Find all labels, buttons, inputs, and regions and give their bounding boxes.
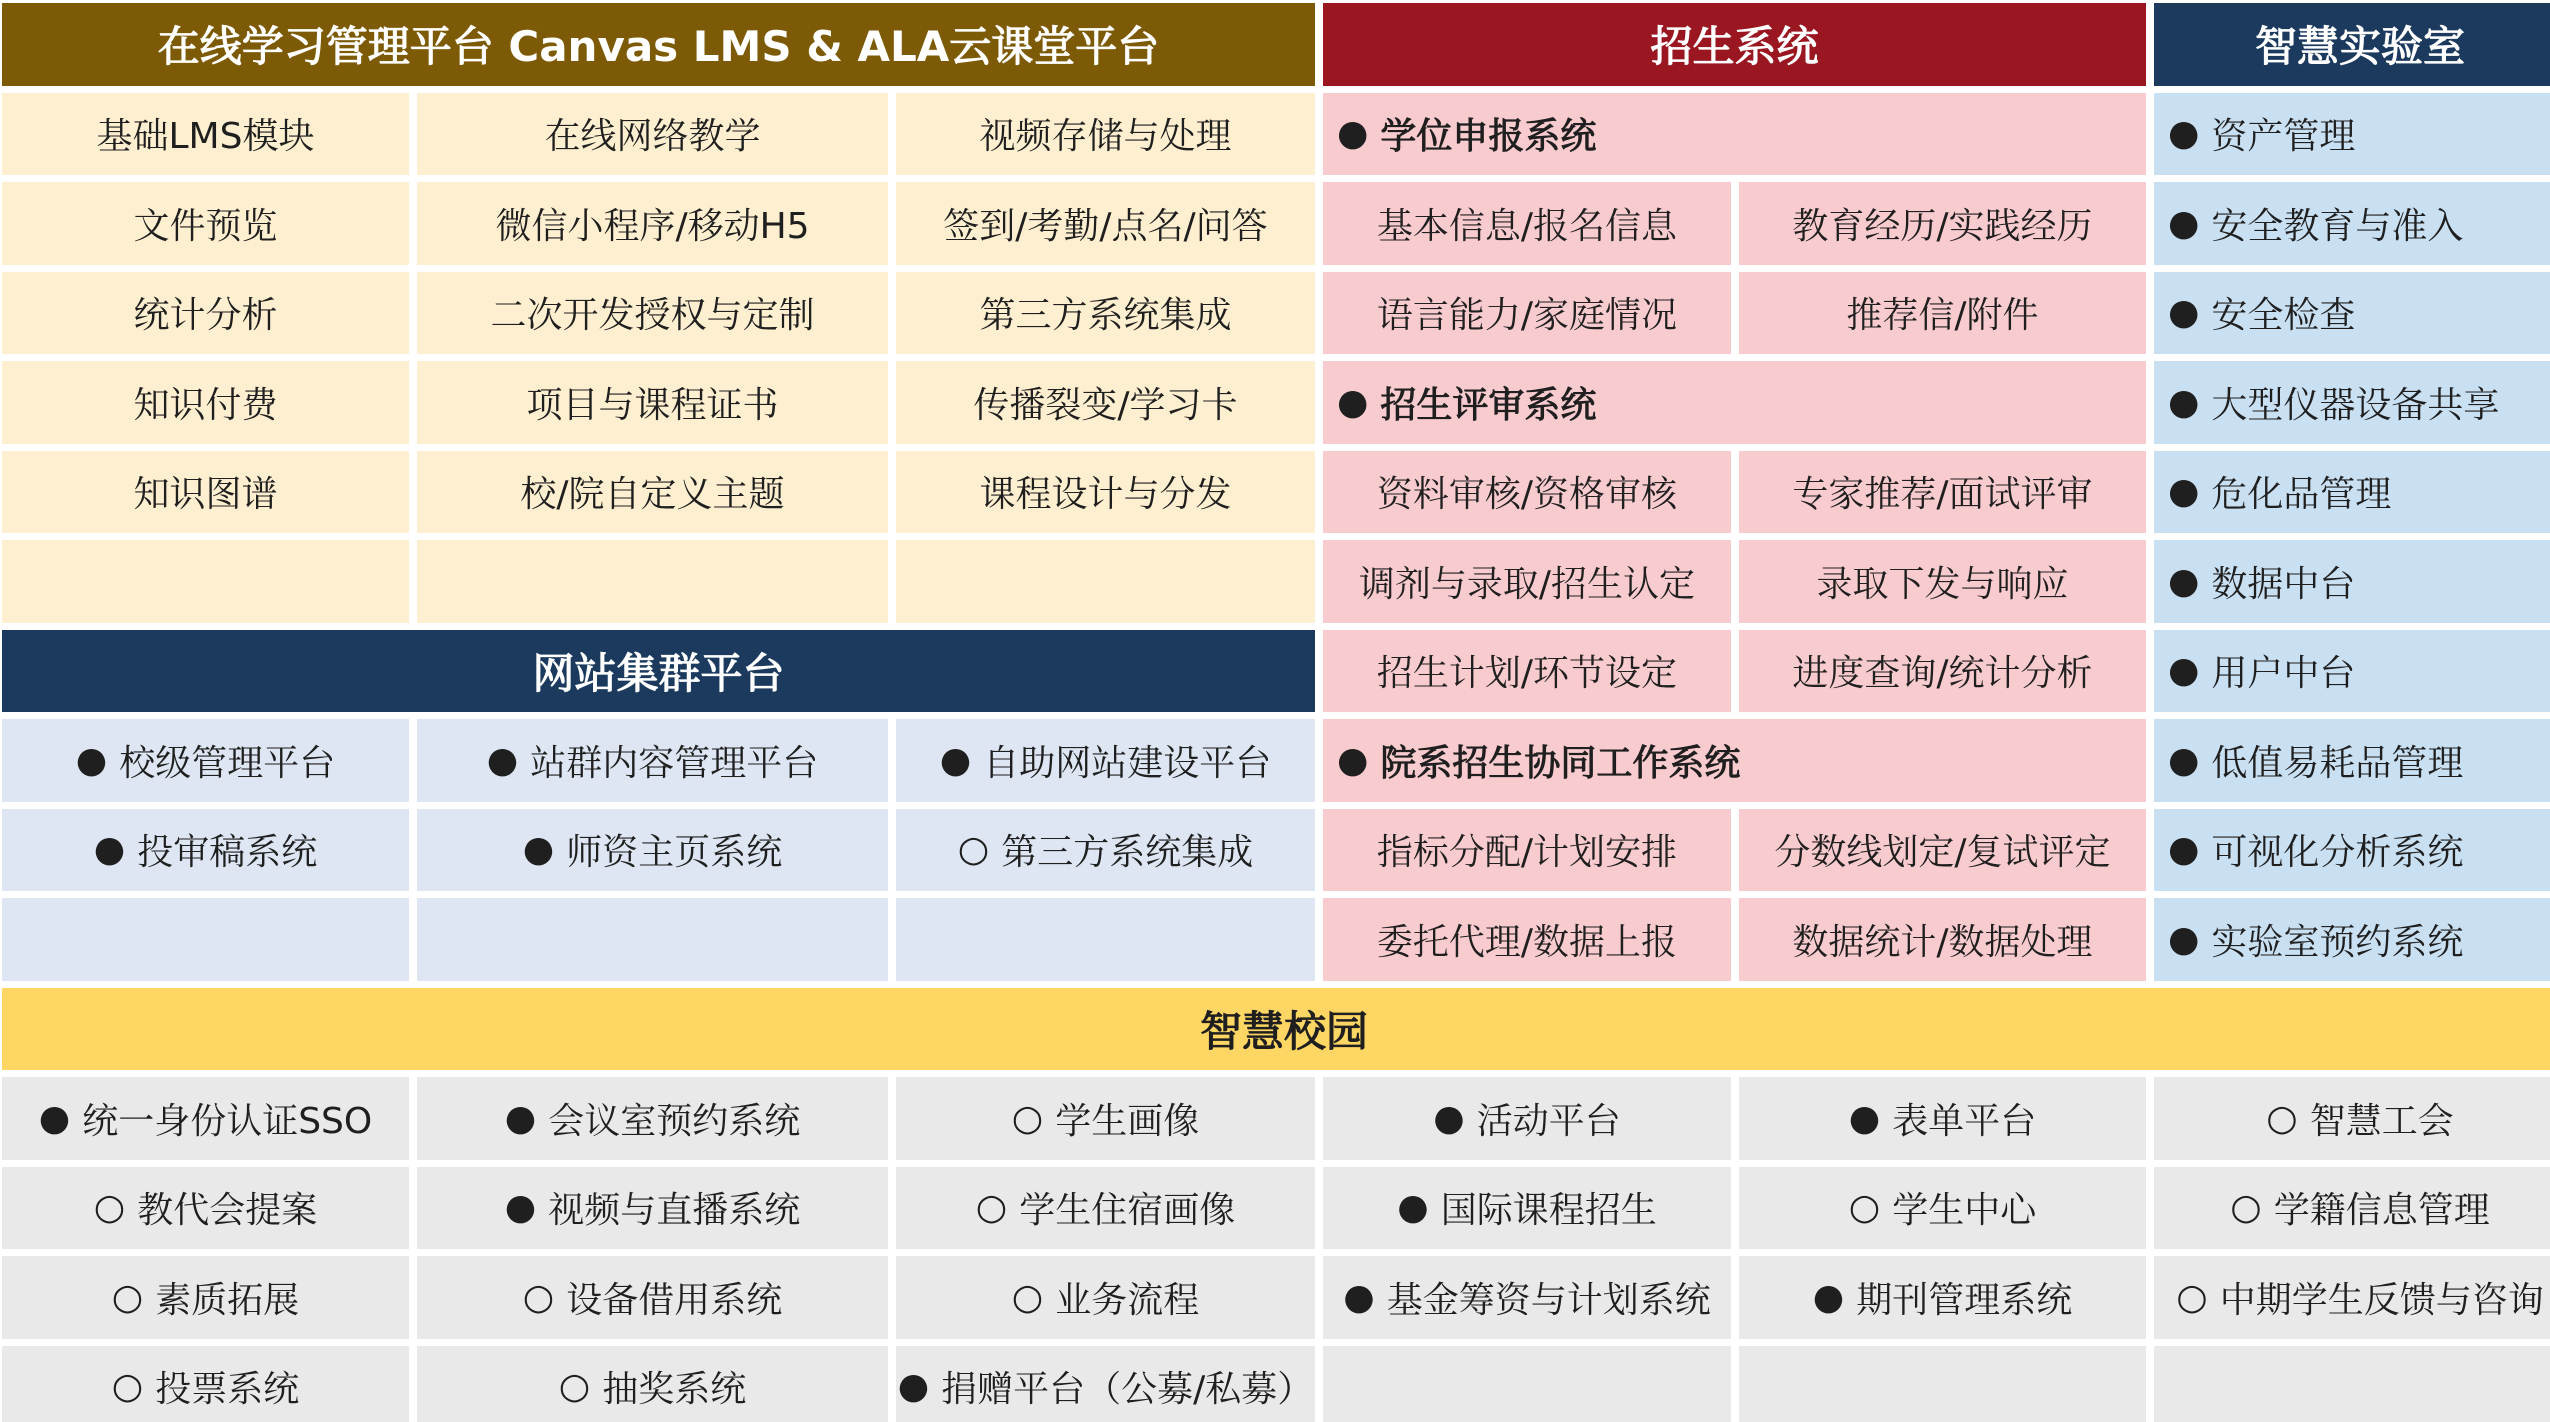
admissions-item: 基本信息/报名信息: [1323, 182, 1731, 265]
bullet-icon: ●: [1343, 1276, 1375, 1318]
campus-item-label: 学生画像: [1055, 1100, 1200, 1142]
lab-item-label: 数据中台: [2211, 563, 2356, 605]
lab-item-label: 低值易耗品管理: [2211, 742, 2464, 784]
campus-item-label: 表单平台: [1892, 1100, 2037, 1142]
website-empty-cell: [896, 898, 1315, 981]
bullet-icon: ●: [1848, 1097, 1881, 1139]
admissions-item: 教育经历/实践经历: [1739, 182, 2146, 265]
campus-item: [1739, 1077, 2146, 1160]
bullet-icon: ○: [1011, 1276, 1044, 1318]
website-empty-cell: [2, 898, 409, 981]
campus-item-label: 活动平台: [1476, 1100, 1621, 1142]
campus-item: [2154, 1256, 2550, 1339]
section-title: 学位申报系统: [1380, 116, 1597, 158]
campus-item: [2154, 1167, 2550, 1250]
campus-item-label: 视频与直播系统: [548, 1190, 801, 1232]
bullet-icon: ●: [2168, 829, 2200, 871]
campus-item-label: 业务流程: [1055, 1279, 1200, 1321]
bullet-icon: ○: [2230, 1187, 2262, 1229]
bullet-icon: ○: [522, 1276, 555, 1318]
lms-item: 二次开发授权与定制: [417, 272, 888, 355]
bullet-icon: ○: [558, 1366, 591, 1408]
website-item-label: 第三方系统集成: [1001, 832, 1254, 874]
admissions-item: 调剂与录取/招生认定: [1323, 540, 1731, 623]
bullet-icon: ○: [975, 1187, 1008, 1229]
campus-item: [417, 1167, 888, 1250]
website-item-label: 投审稿系统: [137, 832, 318, 874]
website-item-label: 师资主页系统: [566, 832, 783, 874]
lab-item-label: 用户中台: [2211, 653, 2356, 695]
admissions-item: 指标分配/计划安排: [1323, 809, 1731, 892]
campus-item: [417, 1256, 888, 1339]
bullet-icon: ●: [522, 829, 555, 871]
campus-item-label: 教代会提案: [137, 1190, 318, 1232]
admissions-item: 招生计划/环节设定: [1323, 630, 1731, 713]
campus-item-label: 学籍信息管理: [2273, 1190, 2490, 1232]
campus-item: [1739, 1167, 2146, 1250]
campus-empty-cell: [1323, 1346, 1731, 1422]
lab-item: [2154, 898, 2550, 981]
admissions-item: 委托代理/数据上报: [1323, 898, 1731, 981]
bullet-icon: ●: [2168, 381, 2200, 423]
bullet-icon: ●: [2168, 202, 2200, 244]
website-item: [896, 719, 1315, 802]
bullet-icon: ●: [2168, 918, 2200, 960]
lms-item: 微信小程序/移动H5: [417, 182, 888, 265]
lab-item: [2154, 451, 2550, 534]
lms-item: 签到/考勤/点名/问答: [896, 182, 1315, 265]
bullet-icon: ○: [111, 1276, 144, 1318]
lms-item: 基础LMS模块: [2, 93, 409, 176]
lms-empty-cell: [2, 540, 409, 623]
smart-campus-header: 智慧校园: [2, 988, 2550, 1071]
bullet-icon: ●: [1397, 1187, 1429, 1229]
lab-item: [2154, 540, 2550, 623]
lab-item-label: 安全教育与准入: [2211, 205, 2464, 247]
lms-item: 项目与课程证书: [417, 361, 888, 444]
bullet-icon: ●: [2168, 471, 2200, 513]
lab-item: [2154, 361, 2550, 444]
campus-item: [1323, 1077, 1731, 1160]
bullet-icon: ●: [1337, 739, 1369, 781]
admissions-item: 专家推荐/面试评审: [1739, 451, 2146, 534]
admissions-item: 进度查询/统计分析: [1739, 630, 2146, 713]
section-title: 院系招生协同工作系统: [1380, 742, 1741, 784]
campus-empty-cell: [2154, 1346, 2550, 1422]
admissions-system-header: 招生系统: [1323, 3, 2146, 86]
campus-item: [2, 1077, 409, 1160]
lab-item-label: 资产管理: [2211, 116, 2356, 158]
campus-item-label: 会议室预约系统: [548, 1100, 801, 1142]
campus-item-label: 捐赠平台（公募/私募）: [941, 1369, 1314, 1411]
campus-item-label: 统一身份认证SSO: [82, 1100, 373, 1142]
lab-item-label: 实验室预约系统: [2211, 921, 2464, 963]
campus-item: [2, 1346, 409, 1422]
bullet-icon: ●: [2168, 113, 2200, 155]
lms-item: 统计分析: [2, 272, 409, 355]
campus-item-label: 抽奖系统: [602, 1369, 747, 1411]
lms-empty-cell: [896, 540, 1315, 623]
lms-item: 知识付费: [2, 361, 409, 444]
bullet-icon: ●: [93, 829, 126, 871]
lms-item: 校/院自定义主题: [417, 451, 888, 534]
bullet-icon: ●: [2168, 739, 2200, 781]
campus-item-label: 设备借用系统: [566, 1279, 783, 1321]
lab-item: [2154, 719, 2550, 802]
lab-item: [2154, 630, 2550, 713]
website-item: [2, 719, 409, 802]
bullet-icon: ●: [939, 739, 972, 781]
admissions-section-degree-application: [1323, 93, 2146, 176]
website-item: [2, 809, 409, 892]
campus-item: [1323, 1167, 1731, 1250]
campus-item: [417, 1077, 888, 1160]
bullet-icon: ○: [1011, 1097, 1044, 1139]
website-empty-cell: [417, 898, 888, 981]
admissions-item: 分数线划定/复试评定: [1739, 809, 2146, 892]
lms-item: 第三方系统集成: [896, 272, 1315, 355]
campus-item-label: 投票系统: [155, 1369, 300, 1411]
campus-item: [417, 1346, 888, 1422]
lab-item: [2154, 272, 2550, 355]
lab-item: [2154, 809, 2550, 892]
bullet-icon: ●: [1337, 381, 1369, 423]
lms-item: 传播裂变/学习卡: [896, 361, 1315, 444]
admissions-section-department-collaboration: [1323, 719, 2146, 802]
website-item-label: 校级管理平台: [119, 742, 336, 784]
campus-empty-cell: [1739, 1346, 2146, 1422]
bullet-icon: ●: [2168, 650, 2200, 692]
bullet-icon: ●: [504, 1187, 537, 1229]
bullet-icon: ○: [2176, 1276, 2208, 1318]
smart-lab-header: 智慧实验室: [2154, 3, 2550, 86]
bullet-icon: ●: [1812, 1276, 1845, 1318]
lab-item-label: 大型仪器设备共享: [2211, 384, 2500, 426]
website-cluster-header: 网站集群平台: [2, 630, 1315, 713]
campus-item-label: 期刊管理系统: [1856, 1279, 2073, 1321]
campus-item: [2154, 1077, 2550, 1160]
bullet-icon: ○: [93, 1187, 126, 1229]
campus-item-label: 基金筹资与计划系统: [1386, 1279, 1711, 1321]
bullet-icon: ○: [2266, 1097, 2298, 1139]
bullet-icon: ●: [2168, 292, 2200, 334]
bullet-icon: ○: [1848, 1187, 1881, 1229]
lms-item: 视频存储与处理: [896, 93, 1315, 176]
admissions-section-review: [1323, 361, 2146, 444]
lms-item: 文件预览: [2, 182, 409, 265]
campus-item-label: 学生中心: [1892, 1190, 2037, 1232]
bullet-icon: ●: [504, 1097, 537, 1139]
admissions-item: 录取下发与响应: [1739, 540, 2146, 623]
campus-item: [1739, 1256, 2146, 1339]
bullet-icon: ●: [1337, 113, 1369, 155]
website-item: [417, 719, 888, 802]
campus-item: [896, 1077, 1315, 1160]
bullet-icon: ●: [75, 739, 108, 781]
campus-item-label: 学生住宿画像: [1019, 1190, 1236, 1232]
admissions-item: 推荐信/附件: [1739, 272, 2146, 355]
bullet-icon: ●: [2168, 560, 2200, 602]
admissions-item: 语言能力/家庭情况: [1323, 272, 1731, 355]
lms-empty-cell: [417, 540, 888, 623]
campus-item-label: 素质拓展: [155, 1279, 300, 1321]
circle-bullet-icon: ○: [957, 829, 990, 871]
campus-item: [2, 1256, 409, 1339]
lms-platform-header: 在线学习管理平台 Canvas LMS & ALA云课堂平台: [2, 3, 1315, 86]
bullet-icon: ●: [897, 1366, 930, 1408]
website-item-label: 站群内容管理平台: [530, 742, 819, 784]
campus-item: [896, 1167, 1315, 1250]
lab-item: [2154, 182, 2550, 265]
bullet-icon: ●: [38, 1097, 71, 1139]
website-item-label: 自助网站建设平台: [983, 742, 1272, 784]
campus-item: [896, 1256, 1315, 1339]
lab-item-label: 危化品管理: [2211, 474, 2392, 516]
campus-item-label: 国际课程招生: [1440, 1190, 1657, 1232]
bullet-icon: ●: [486, 739, 519, 781]
campus-item: [2, 1167, 409, 1250]
campus-item: [1323, 1256, 1731, 1339]
lab-item: [2154, 93, 2550, 176]
bullet-icon: ●: [1433, 1097, 1465, 1139]
campus-item: [896, 1346, 1315, 1422]
bullet-icon: ○: [111, 1366, 144, 1408]
lab-item-label: 可视化分析系统: [2211, 832, 2464, 874]
section-title: 招生评审系统: [1380, 384, 1597, 426]
campus-item-label: 中期学生反馈与咨询: [2219, 1279, 2544, 1321]
lms-item: 在线网络教学: [417, 93, 888, 176]
website-item: [896, 809, 1315, 892]
lms-item: 知识图谱: [2, 451, 409, 534]
lab-item-label: 安全检查: [2211, 295, 2356, 337]
lms-item: 课程设计与分发: [896, 451, 1315, 534]
website-item: [417, 809, 888, 892]
admissions-item: 数据统计/数据处理: [1739, 898, 2146, 981]
campus-item-label: 智慧工会: [2309, 1100, 2454, 1142]
admissions-item: 资料审核/资格审核: [1323, 451, 1731, 534]
